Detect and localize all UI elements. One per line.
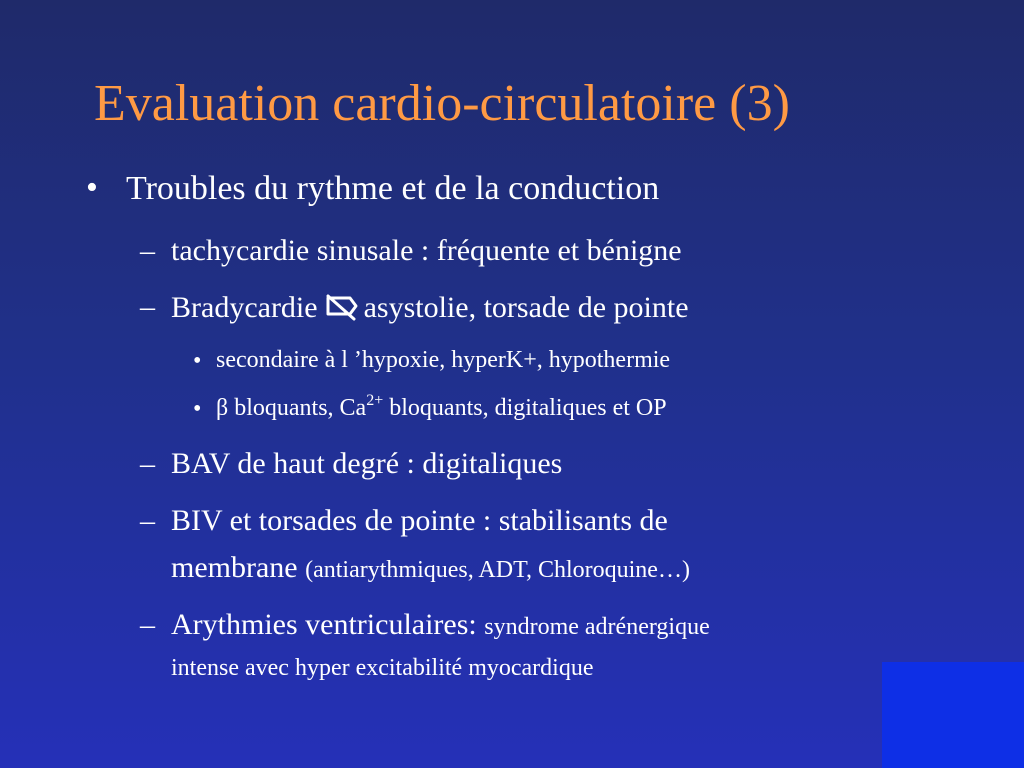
sub-bullet-symbol: • [193, 396, 202, 422]
bullet-symbol: • [86, 169, 98, 206]
corner-block [882, 662, 1024, 768]
item-arythmies-line1 [171, 610, 710, 640]
item-tachycardie: tachycardie sinusale : fréquente et bénigne [171, 234, 682, 267]
bloquants-rest-text: bloquants, digitaliques et OP [389, 395, 667, 421]
bloquants-ca-text: bloquants, Ca [234, 395, 367, 421]
antiarythmiques-text: (antiarythmiques, ADT, Chloroquine…) [305, 557, 690, 583]
dash-symbol: – [140, 447, 155, 480]
sub-bullet-symbol: • [193, 348, 202, 374]
arythmies-main-text: Arythmies ventriculaires: [171, 608, 477, 641]
membrane-text: membrane [171, 551, 298, 584]
item-bradycardie [171, 292, 689, 323]
subitem-secondaire: secondaire à l ’hypoxie, hyperK+, hypothermie [216, 347, 671, 373]
beta-symbol: β [216, 395, 229, 421]
item-biv-line2 [171, 553, 690, 583]
item-asystolie-text: asystolie, torsade de pointe [363, 291, 689, 324]
dash-symbol: – [140, 504, 155, 537]
syndrome-text: syndrome adrénergique [484, 614, 710, 640]
dash-symbol: – [140, 234, 155, 267]
item-biv-line1: BIV et torsades de pointe : stabilisants de [171, 504, 668, 537]
item-bav: BAV de haut degré : digitaliques [171, 447, 563, 480]
slide-title: Evaluation cardio-circulatoire (3) [94, 75, 790, 132]
item-arythmies-line2: intense avec hyper excitabilité myocardique [171, 655, 594, 681]
bullet-main-text: Troubles du rythme et de la conduction [126, 170, 660, 207]
subitem-bloquants [216, 392, 667, 421]
dash-symbol: – [140, 290, 155, 323]
arrow-sign-icon [324, 292, 360, 322]
superscript: 2+ [366, 392, 384, 409]
dash-symbol: – [140, 608, 155, 641]
item-bradycardie-text: Bradycardie [171, 291, 318, 324]
